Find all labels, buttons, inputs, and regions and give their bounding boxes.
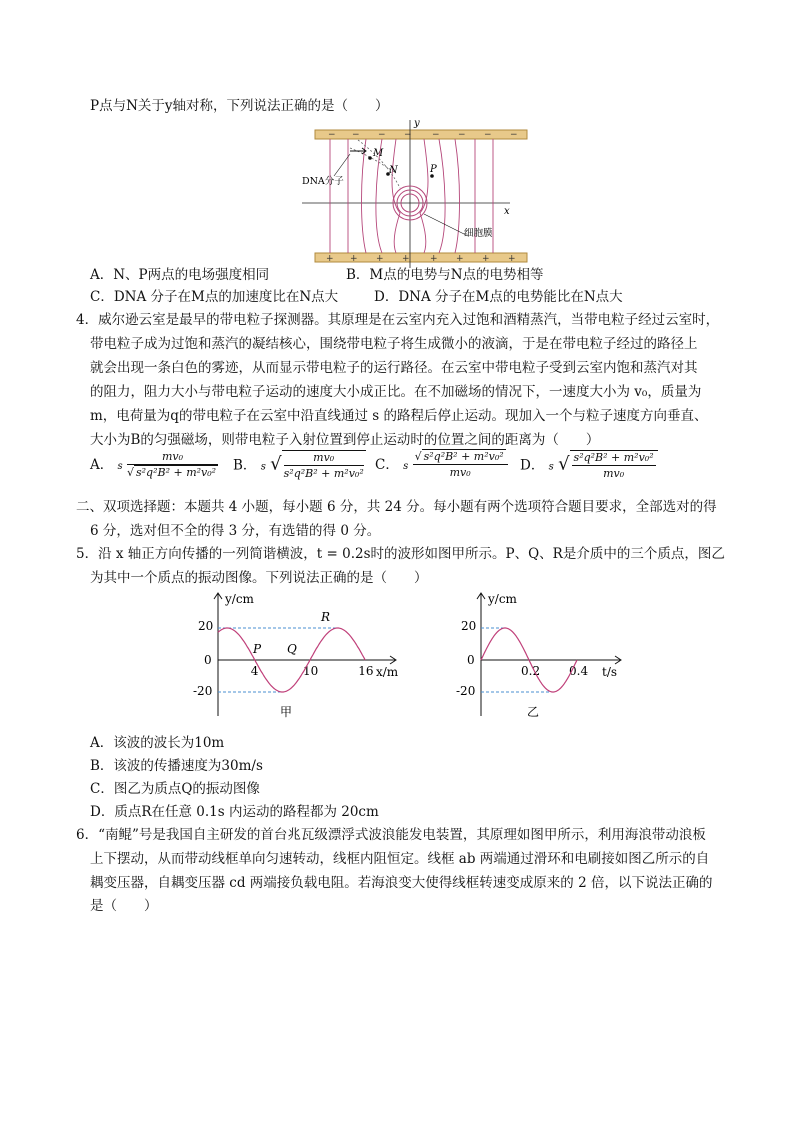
q5-option-c[interactable]: C．图乙为质点Q的振动图像 [90, 781, 260, 797]
q5-option-b[interactable]: B．该波的传播速度为30m/s [90, 758, 263, 774]
jia-point-Q: Q [287, 642, 297, 656]
jia-point-R: R [321, 610, 331, 624]
svg-text:+: + [326, 254, 334, 264]
q4-option-b[interactable]: B． s √ $\frac{\text{mv₀}}{\text{s²q²B² + m²v₀²}}$ [233, 451, 364, 480]
jia-y-label: y/cm [225, 592, 254, 606]
svg-text:+: + [482, 254, 490, 264]
q4-d-fraction: $\frac{\text{s²q²B² + m²v₀²}}{\text{mv₀}}$ [570, 450, 658, 482]
q3-option-d[interactable]: D．DNA 分子在M点的电势能比在N点大 [374, 289, 623, 305]
q4-option-a[interactable]: A． s $\frac{\text{mv₀}}{\text{√ s²q²B² + m²v₀²}}$ [90, 450, 217, 479]
q4-line-6: 大小为B的匀强磁场，则带电粒子入射位置到停止运动时的位置之间的距离为（ ） [90, 432, 600, 448]
q5-option-a[interactable]: A．该波的波长为10m [90, 735, 225, 751]
jia-xtick-10: 10 [303, 664, 319, 678]
q3-stem-tail: P点与N关于y轴对称，下列说法正确的是（ ） [90, 98, 389, 114]
q6-line-1: 6．“南鲲”号是我国自主研发的首台兆瓦级漂浮式波浪能发电装置，其原理如图甲所示，利用海浪带动浪板 [76, 827, 706, 843]
q4-line-4: 的阻力，阻力大小与带电粒子运动的速度大小成正比。在不加磁场的情况下，一速度大小为 v₀，质量为 [90, 384, 702, 400]
q3-option-c[interactable]: C．DNA 分子在M点的加速度比在N点大 [90, 289, 339, 305]
label-P: P [430, 164, 437, 175]
q4-option-c[interactable]: C． s $\frac{\text{√ s²q²B² + m²v₀²}}{\text{mv₀}}$ [375, 450, 508, 481]
svg-text:−: − [328, 130, 336, 140]
point-M [368, 156, 372, 160]
dna-label: DNA分子 [302, 176, 344, 187]
svg-text:+: + [376, 254, 384, 264]
q3-option-a[interactable]: A．N、P两点的电场强度相同 [90, 267, 270, 283]
q4-line-2: 带电粒子成为过饱和蒸汽的凝结核心，围绕带电粒子将生成微小的液滴，于是在带电粒子经过的路径上 [90, 336, 698, 352]
q3-figure [300, 118, 540, 268]
yi-xtick-0.2: 0.2 [521, 664, 541, 678]
q5-line-1: 5．沿 x 轴正方向传播的一列简谐横波，t = 0.2s时的波形如图甲所示。P、Q、R是介质中的三个质点，图乙 [76, 546, 725, 562]
top-plate [315, 130, 527, 139]
jia-xtick-16: 16 [358, 664, 374, 678]
q5-option-d[interactable]: D．质点R在任意 0.1s 内运动的路程都为 20cm [90, 804, 379, 820]
q4-line-5: m，电荷量为q的带电粒子在云室中沿直线通过 s 的路程后停止运动。现加入一个与粒子速度方向垂直、 [90, 408, 708, 424]
section2-line-1: 二、双项选择题：本题共 4 小题，每小题 6 分，共 24 分。每小题有两个选项符合题目要求，全部选对的得 [76, 499, 717, 515]
yi-xtick-0.4: 0.4 [569, 664, 589, 678]
x-axis-label: x [504, 206, 510, 217]
jia-point-P: P [253, 642, 262, 656]
jia-ytick-0: 0 [204, 653, 212, 667]
q6-line-4: 是（ ） [90, 898, 158, 914]
svg-text:−: − [432, 130, 440, 140]
jia-xtick-4: 4 [250, 664, 259, 678]
q3-option-b[interactable]: B．M点的电势与N点的电势相等 [346, 267, 544, 283]
q4-option-d[interactable]: D． s √ $\frac{\text{s²q²B² + m²v₀²}}{\text{mv₀}}$ [520, 450, 658, 482]
q6-line-2: 上下摆动，从而带动线框单向匀速转动，线框内阻恒定。线框 ab 两端通过滑环和电刷接如图乙所示的自 [90, 851, 710, 867]
svg-text:+: + [456, 254, 464, 264]
label-N: N [389, 165, 398, 176]
svg-text:−: − [510, 130, 518, 140]
yi-y-label: y/cm [488, 592, 517, 606]
chart-jia [190, 588, 410, 728]
membrane-label: 细胞膜 [464, 228, 493, 239]
yi-ytick-0: 0 [467, 653, 475, 667]
svg-text:−: − [404, 130, 412, 140]
membrane-leader [424, 214, 468, 236]
chart-yi [455, 588, 635, 728]
svg-text:−: − [352, 130, 360, 140]
svg-text:−: − [484, 130, 492, 140]
label-M: M [373, 148, 384, 159]
q4-c-fraction: $\frac{\text{√ s²q²B² + m²v₀²}}{\text{mv₀}}$ [413, 450, 508, 481]
svg-text:−: − [458, 130, 466, 140]
svg-text:+: + [508, 254, 516, 264]
section2-line-2: 6 分，选对但不全的得 3 分，有选错的得 0 分。 [90, 523, 381, 539]
svg-text:+: + [350, 254, 358, 264]
q4-line-3: 就会出现一条白色的雾迹，从而显示带电粒子的运行路径。在云室中带电粒子受到云室内饱和蒸汽对其 [90, 360, 698, 376]
q4-b-fraction: $\frac{\text{mv₀}}{\text{s²q²B² + m²v₀²}}$ [283, 451, 364, 480]
q4-line-1: 4．威尔逊云室是最早的带电粒子探测器。其原理是在云室内充入过饱和酒精蒸汽，当带电粒子经过云室时， [76, 312, 720, 328]
jia-ytick-20: 20 [198, 619, 214, 633]
yi-ytick-20: 20 [461, 619, 477, 633]
jia-ytick-neg20: -20 [193, 684, 213, 698]
q6-line-3: 耦变压器，自耦变压器 cd 两端接负载电阻。若海浪变大使得线框转速变成原来的 2 倍，以下说法正确的 [90, 875, 713, 891]
y-axis-label: y [414, 118, 420, 129]
bottom-plate [315, 253, 527, 262]
jia-x-label: x/m [376, 665, 399, 679]
yi-caption: 乙 [527, 705, 540, 719]
svg-text:+: + [402, 254, 410, 264]
svg-text:−: − [378, 130, 386, 140]
yi-ytick-neg20: -20 [456, 684, 476, 698]
svg-text:+: + [430, 254, 438, 264]
q4-a-fraction: $\frac{\text{mv₀}}{\text{√ s²q²B² + m²v₀²}}$ [126, 450, 217, 479]
jia-caption: 甲 [280, 705, 293, 719]
q5-line-2: 为其中一个质点的振动图像。下列说法正确的是（ ） [90, 570, 428, 586]
yi-x-label: t/s [602, 665, 618, 679]
